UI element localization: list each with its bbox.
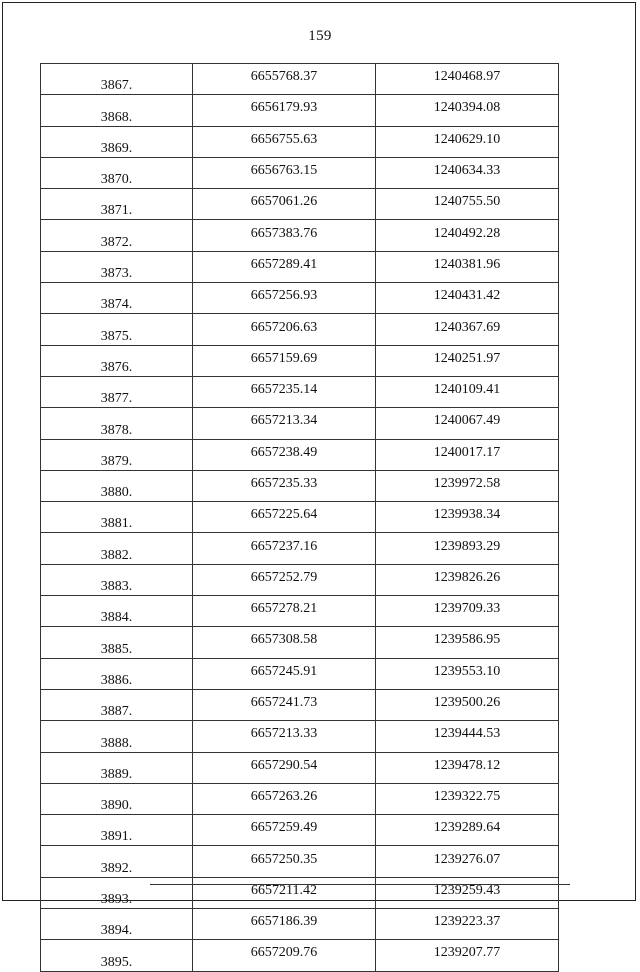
y-coordinate-cell: 1240251.97: [376, 345, 559, 376]
point-number-cell: 3872.: [41, 220, 193, 251]
x-coordinate-cell: 6657186.39: [193, 909, 376, 940]
x-coordinate-cell: 6657241.73: [193, 689, 376, 720]
y-coordinate-cell: 1240431.42: [376, 283, 559, 314]
y-coordinate-cell: 1240634.33: [376, 157, 559, 188]
x-coordinate-cell: 6657289.41: [193, 251, 376, 282]
table-row: [41, 283, 559, 314]
x-coordinate-cell: 6657237.16: [193, 533, 376, 564]
y-coordinate-cell: 1239322.75: [376, 783, 559, 814]
table-row: [41, 439, 559, 470]
y-coordinate-cell: 1239289.64: [376, 815, 559, 846]
table-row: [41, 846, 559, 877]
table-row: [41, 596, 559, 627]
x-coordinate-cell: 6657250.35: [193, 846, 376, 877]
bottom-rule: [150, 884, 570, 885]
y-coordinate-cell: 1240755.50: [376, 189, 559, 220]
x-coordinate-cell: 6656763.15: [193, 157, 376, 188]
point-number-cell: 3870.: [41, 157, 193, 188]
x-coordinate-cell: 6657213.34: [193, 408, 376, 439]
table-row: [41, 940, 559, 971]
y-coordinate-cell: 1240109.41: [376, 376, 559, 407]
table-row: [41, 126, 559, 157]
table-row: [41, 220, 559, 251]
table-row: [41, 627, 559, 658]
point-number-cell: 3871.: [41, 189, 193, 220]
point-number-cell: 3890.: [41, 783, 193, 814]
table-row: [41, 314, 559, 345]
x-coordinate-cell: 6657061.26: [193, 189, 376, 220]
x-coordinate-cell: 6657308.58: [193, 627, 376, 658]
x-coordinate-cell: 6657238.49: [193, 439, 376, 470]
table-row: [41, 689, 559, 720]
y-coordinate-cell: 1239223.37: [376, 909, 559, 940]
y-coordinate-cell: 1239826.26: [376, 564, 559, 595]
point-number-cell: 3882.: [41, 533, 193, 564]
x-coordinate-cell: 6657235.14: [193, 376, 376, 407]
point-number-cell: 3874.: [41, 283, 193, 314]
point-number-cell: 3877.: [41, 376, 193, 407]
y-coordinate-cell: 1240381.96: [376, 251, 559, 282]
table-row: [41, 376, 559, 407]
table-row: [41, 564, 559, 595]
table-row: [41, 64, 559, 95]
y-coordinate-cell: 1240367.69: [376, 314, 559, 345]
x-coordinate-cell: 6657245.91: [193, 658, 376, 689]
y-coordinate-cell: 1240629.10: [376, 126, 559, 157]
coordinates-table: [40, 63, 559, 972]
table-row: [41, 345, 559, 376]
y-coordinate-cell: 1239478.12: [376, 752, 559, 783]
x-coordinate-cell: 6657259.49: [193, 815, 376, 846]
point-number-cell: 3876.: [41, 345, 193, 376]
x-coordinate-cell: 6657278.21: [193, 596, 376, 627]
y-coordinate-cell: 1239586.95: [376, 627, 559, 658]
x-coordinate-cell: 6657235.33: [193, 470, 376, 501]
point-number-cell: 3895.: [41, 940, 193, 971]
y-coordinate-cell: 1239207.77: [376, 940, 559, 971]
table-row: [41, 533, 559, 564]
point-number-cell: 3888.: [41, 721, 193, 752]
table-row: [41, 157, 559, 188]
x-coordinate-cell: 6656755.63: [193, 126, 376, 157]
y-coordinate-cell: 1240394.08: [376, 95, 559, 126]
point-number-cell: 3878.: [41, 408, 193, 439]
y-coordinate-cell: 1239444.53: [376, 721, 559, 752]
point-number-cell: 3891.: [41, 815, 193, 846]
x-coordinate-cell: 6657256.93: [193, 283, 376, 314]
table-row: [41, 189, 559, 220]
table-row: [41, 815, 559, 846]
x-coordinate-cell: 6657159.69: [193, 345, 376, 376]
y-coordinate-cell: 1240492.28: [376, 220, 559, 251]
point-number-cell: 3880.: [41, 470, 193, 501]
point-number-cell: 3884.: [41, 596, 193, 627]
y-coordinate-cell: 1239553.10: [376, 658, 559, 689]
table-row: [41, 470, 559, 501]
x-coordinate-cell: 6657209.76: [193, 940, 376, 971]
point-number-cell: 3879.: [41, 439, 193, 470]
point-number-cell: 3892.: [41, 846, 193, 877]
point-number-cell: 3867.: [41, 64, 193, 95]
y-coordinate-cell: 1239276.07: [376, 846, 559, 877]
y-coordinate-cell: 1240468.97: [376, 64, 559, 95]
point-number-cell: 3883.: [41, 564, 193, 595]
y-coordinate-cell: 1239500.26: [376, 689, 559, 720]
point-number-cell: 3885.: [41, 627, 193, 658]
point-number-cell: 3881.: [41, 502, 193, 533]
y-coordinate-cell: 1239893.29: [376, 533, 559, 564]
point-number-cell: 3893.: [41, 877, 193, 908]
table-row: [41, 658, 559, 689]
table-row: [41, 721, 559, 752]
point-number-cell: 3868.: [41, 95, 193, 126]
x-coordinate-cell: 6657383.76: [193, 220, 376, 251]
table-row: [41, 502, 559, 533]
x-coordinate-cell: 6656179.93: [193, 95, 376, 126]
table-row: [41, 95, 559, 126]
y-coordinate-cell: 1239972.58: [376, 470, 559, 501]
x-coordinate-cell: 6655768.37: [193, 64, 376, 95]
point-number-cell: 3894.: [41, 909, 193, 940]
point-number-cell: 3889.: [41, 752, 193, 783]
table-row: [41, 408, 559, 439]
y-coordinate-cell: 1240067.49: [376, 408, 559, 439]
coordinates-table-body: [41, 64, 559, 972]
point-number-cell: 3887.: [41, 689, 193, 720]
y-coordinate-cell: 1239259.43: [376, 877, 559, 908]
point-number-cell: 3873.: [41, 251, 193, 282]
x-coordinate-cell: 6657252.79: [193, 564, 376, 595]
x-coordinate-cell: 6657263.26: [193, 783, 376, 814]
table-row: [41, 877, 559, 908]
point-number-cell: 3886.: [41, 658, 193, 689]
table-row: [41, 909, 559, 940]
y-coordinate-cell: 1240017.17: [376, 439, 559, 470]
x-coordinate-cell: 6657225.64: [193, 502, 376, 533]
y-coordinate-cell: 1239709.33: [376, 596, 559, 627]
y-coordinate-cell: 1239938.34: [376, 502, 559, 533]
page-number: 159: [308, 28, 332, 44]
x-coordinate-cell: 6657213.33: [193, 721, 376, 752]
table-row: [41, 783, 559, 814]
point-number-cell: 3875.: [41, 314, 193, 345]
x-coordinate-cell: 6657290.54: [193, 752, 376, 783]
x-coordinate-cell: 6657206.63: [193, 314, 376, 345]
table-row: [41, 251, 559, 282]
table-row: [41, 752, 559, 783]
point-number-cell: 3869.: [41, 126, 193, 157]
x-coordinate-cell: 6657211.42: [193, 877, 376, 908]
